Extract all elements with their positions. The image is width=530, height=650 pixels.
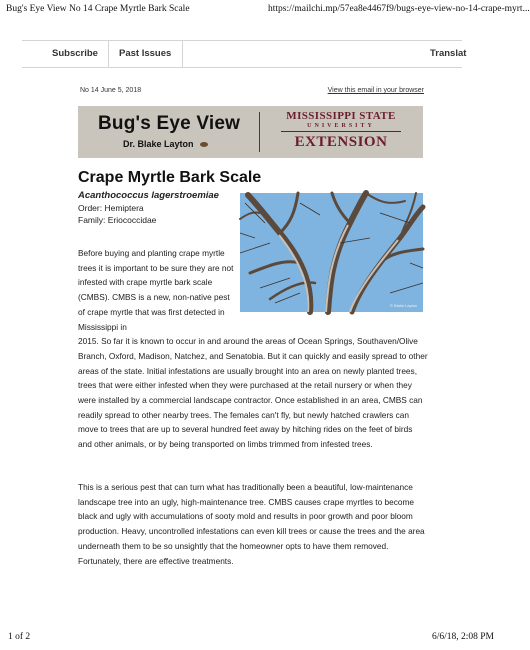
banner-title: Bug's Eye View <box>98 113 241 134</box>
nav-divider <box>108 41 109 67</box>
article-paragraph-2: This is a serious pest that can turn what has traditionally been a beautiful, low-maintenance landscape tree into an ugly, high-maintenance tree. CMBS causes crape myrtles to become black and ugly with accumulations of sooty mold and results in poor growth and poor bloom production. Heavy, uncontrolled infestations can even kill trees or cause the trees and the area underneath them to be so unsightly that the homeowner opts to have them removed. Fortunately, there are effective treatments. <box>78 482 425 566</box>
page-number: 1 of 2 <box>8 632 31 642</box>
article-title: Crape Myrtle Bark Scale <box>78 169 262 186</box>
msu-extension-logo <box>265 110 417 151</box>
print-footer <box>0 632 502 646</box>
nav-divider <box>182 41 183 67</box>
logo-rule <box>281 131 401 132</box>
newsletter-banner <box>78 106 423 158</box>
subscribe-link[interactable]: Subscribe <box>52 48 98 59</box>
past-issues-link[interactable]: Past Issues <box>119 48 172 59</box>
banner-author: Dr. Blake Layton <box>123 139 194 149</box>
print-page-url: https://mailchi.mp/57ea8e4467f9/bugs-eye-view-no-14-crape-myrt... <box>268 4 530 14</box>
scientific-name: Acanthococcus lagerstroemiae <box>78 190 219 201</box>
taxonomy-order: Order: Hemiptera <box>78 203 144 213</box>
logo-line-2: UNIVERSITY <box>307 123 375 129</box>
logo-line-3: EXTENSION <box>294 134 388 150</box>
paragraph-1-wrapped: Before buying and planting crape myrtle trees it is important to be sure they are not infested with crape myrtle bark scale (CMBS). CMBS is a new, non-native pest of crape myrtle that was first detected in Mississippi in <box>78 248 234 332</box>
photo-credit: © Blake Layton <box>390 303 418 308</box>
issue-meta-row <box>80 87 424 99</box>
taxonomy-family: Family: Eriococcidae <box>78 215 157 225</box>
paragraph-1-continued: 2015. So far it is known to occur in and around the areas of Ocean Springs, Southaven/Olive Branch, Oxford, Madison, Natchez, and Senatobia. But it can quickly and easily spread to other areas of the state. Initial infestations are usually brought into an area on newly planted trees, trees that were either infested when they were purchased at the retail nursery or when they were installed by a commercial landscape contractor. Once established in an area, CMBS can readily spread to other nearby trees. The females can't fly, but newly hatched crawlers can move to trees that are up to several hundred feet away by hitching rides on the feet of birds and other animals, or by being transported on limbs trimmed from infested trees. <box>78 336 428 450</box>
print-header <box>0 0 530 16</box>
issue-date: No 14 June 5, 2018 <box>80 87 142 94</box>
newsletter-nav <box>22 40 467 68</box>
translate-link[interactable]: Translat <box>430 48 467 59</box>
print-timestamp: 6/6/18, 2:08 PM <box>431 632 494 642</box>
bug-icon <box>200 142 208 147</box>
view-in-browser-link[interactable]: View this email in your browser <box>327 87 424 94</box>
print-page-title: Bug's Eye View No 14 Crape Myrtle Bark Scale <box>6 4 190 14</box>
banner-divider <box>259 112 260 152</box>
logo-line-1: MISSISSIPPI STATE <box>286 110 396 122</box>
article-paragraph-1 <box>78 246 428 452</box>
